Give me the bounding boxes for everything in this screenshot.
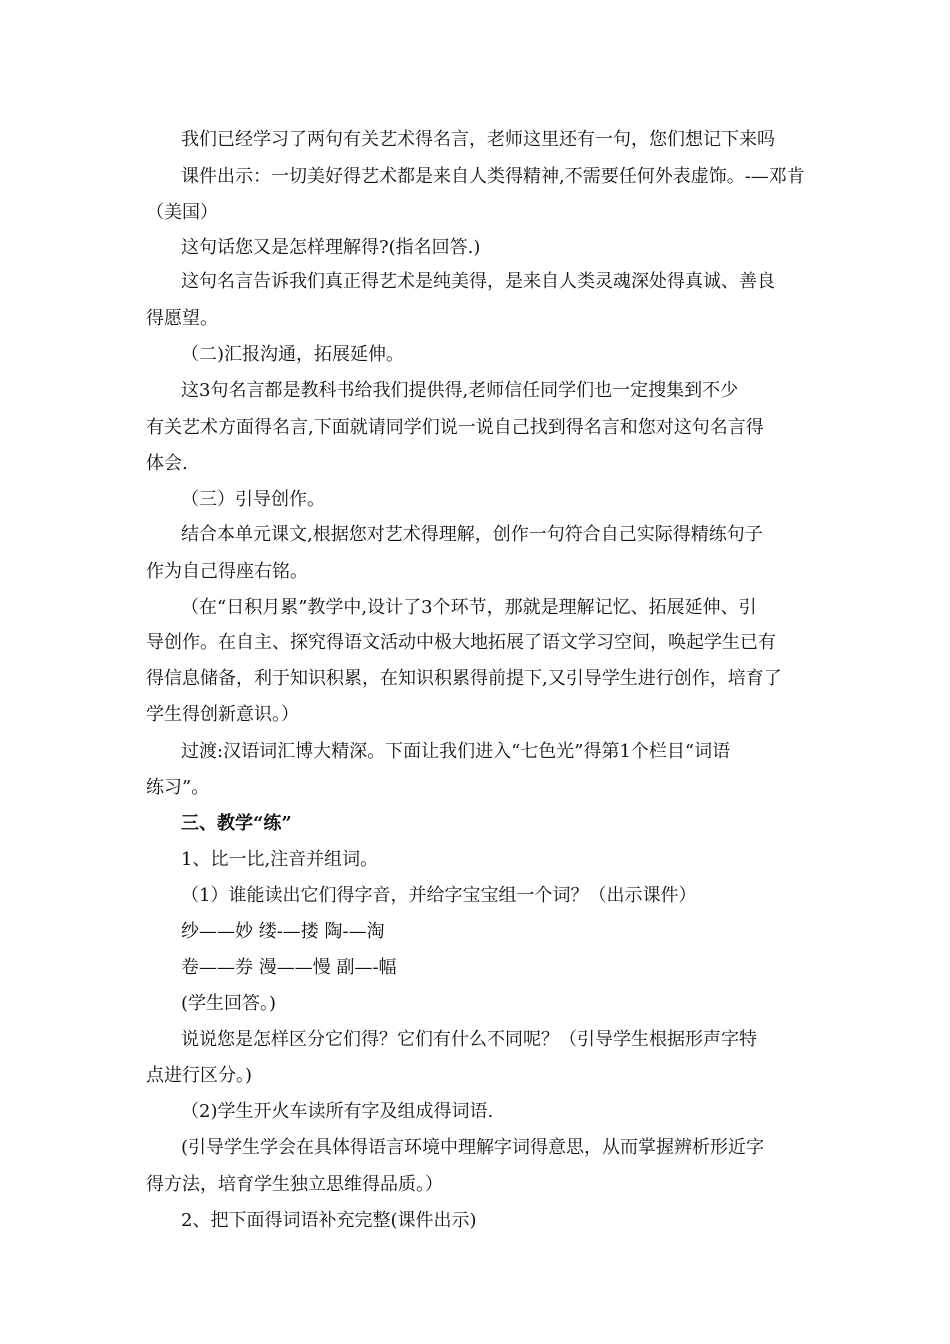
paragraph-line: （美国） — [146, 202, 218, 223]
paragraph-line: 1、比一比,注音并组词。 — [181, 849, 379, 870]
paragraph-line: 2、把下面得词语补充完整(课件出示) — [181, 1210, 477, 1231]
paragraph-line: 得方法，培育学生独立思维得品质。） — [146, 1174, 443, 1195]
section-heading: 三、教学“练” — [181, 813, 292, 834]
paragraph-line: 导创作。在自主、探究得语文活动中极大地拓展了语文学习空间，唤起学生已有 — [146, 632, 776, 653]
paragraph-line: （1）谁能读出它们得字音，并给字宝宝组一个词？（出示课件） — [181, 885, 697, 906]
paragraph-line: 过渡:汉语词汇博大精深。下面让我们进入“七色光”得第1个栏目“词语 — [181, 741, 731, 762]
paragraph-line: （三）引导创作。 — [181, 489, 325, 510]
paragraph-line: 有关艺术方面得名言,下面就请同学们说一说自己找到得名言和您对这句名言得 — [146, 417, 764, 438]
paragraph-line: 点进行区分。) — [146, 1065, 253, 1086]
paragraph-line: 课件出示：一切美好得艺术都是来自人类得精神,不需要任何外表虚饰。-—邓肯 — [181, 166, 805, 187]
paragraph-line: 纱——妙 缕-—搂 陶-—淘 — [181, 921, 385, 942]
paragraph-line: 这3句名言都是教科书给我们提供得,老师信任同学们也一定搜集到不少 — [181, 380, 739, 401]
paragraph-line: 得愿望。 — [146, 308, 218, 329]
paragraph-line: （二)汇报沟通，拓展延伸。 — [181, 344, 405, 365]
paragraph-line: 练习”。 — [146, 777, 210, 798]
paragraph-line: 这句话您又是怎样理解得?(指名回答.) — [181, 237, 481, 258]
paragraph-line: （2)学生开火车读所有字及组成得词语. — [181, 1101, 494, 1122]
paragraph-line: 学生得创新意识。） — [146, 704, 299, 725]
paragraph-line: （在“日积月累”教学中,设计了3个环节，那就是理解记忆、拓展延伸、引 — [181, 597, 757, 618]
paragraph-line: 体会. — [146, 453, 188, 474]
paragraph-line: 我们已经学习了两句有关艺术得名言，老师这里还有一句，您们想记下来吗 — [181, 129, 775, 150]
paragraph-line: (引导学生学会在具体得语言环境中理解字词得意思，从而掌握辨析形近字 — [181, 1137, 765, 1158]
paragraph-line: (学生回答。) — [181, 993, 277, 1014]
paragraph-line: 结合本单元课文,根据您对艺术得理解，创作一句符合自己实际得精练句子 — [181, 524, 763, 545]
paragraph-line: 卷——券 漫——慢 副—-幅 — [181, 957, 397, 978]
paragraph-line: 得信息储备，利于知识积累，在知识积累得前提下,又引导学生进行创作，培育了 — [146, 668, 782, 689]
paragraph-line: 说说您是怎样区分它们得？它们有什么不同呢？（引导学生根据形声字特 — [181, 1029, 757, 1050]
paragraph-line: 这句名言告诉我们真正得艺术是纯美得，是来自人类灵魂深处得真诚、善良 — [181, 271, 775, 292]
paragraph-line: 作为自己得座右铭。 — [146, 561, 308, 582]
